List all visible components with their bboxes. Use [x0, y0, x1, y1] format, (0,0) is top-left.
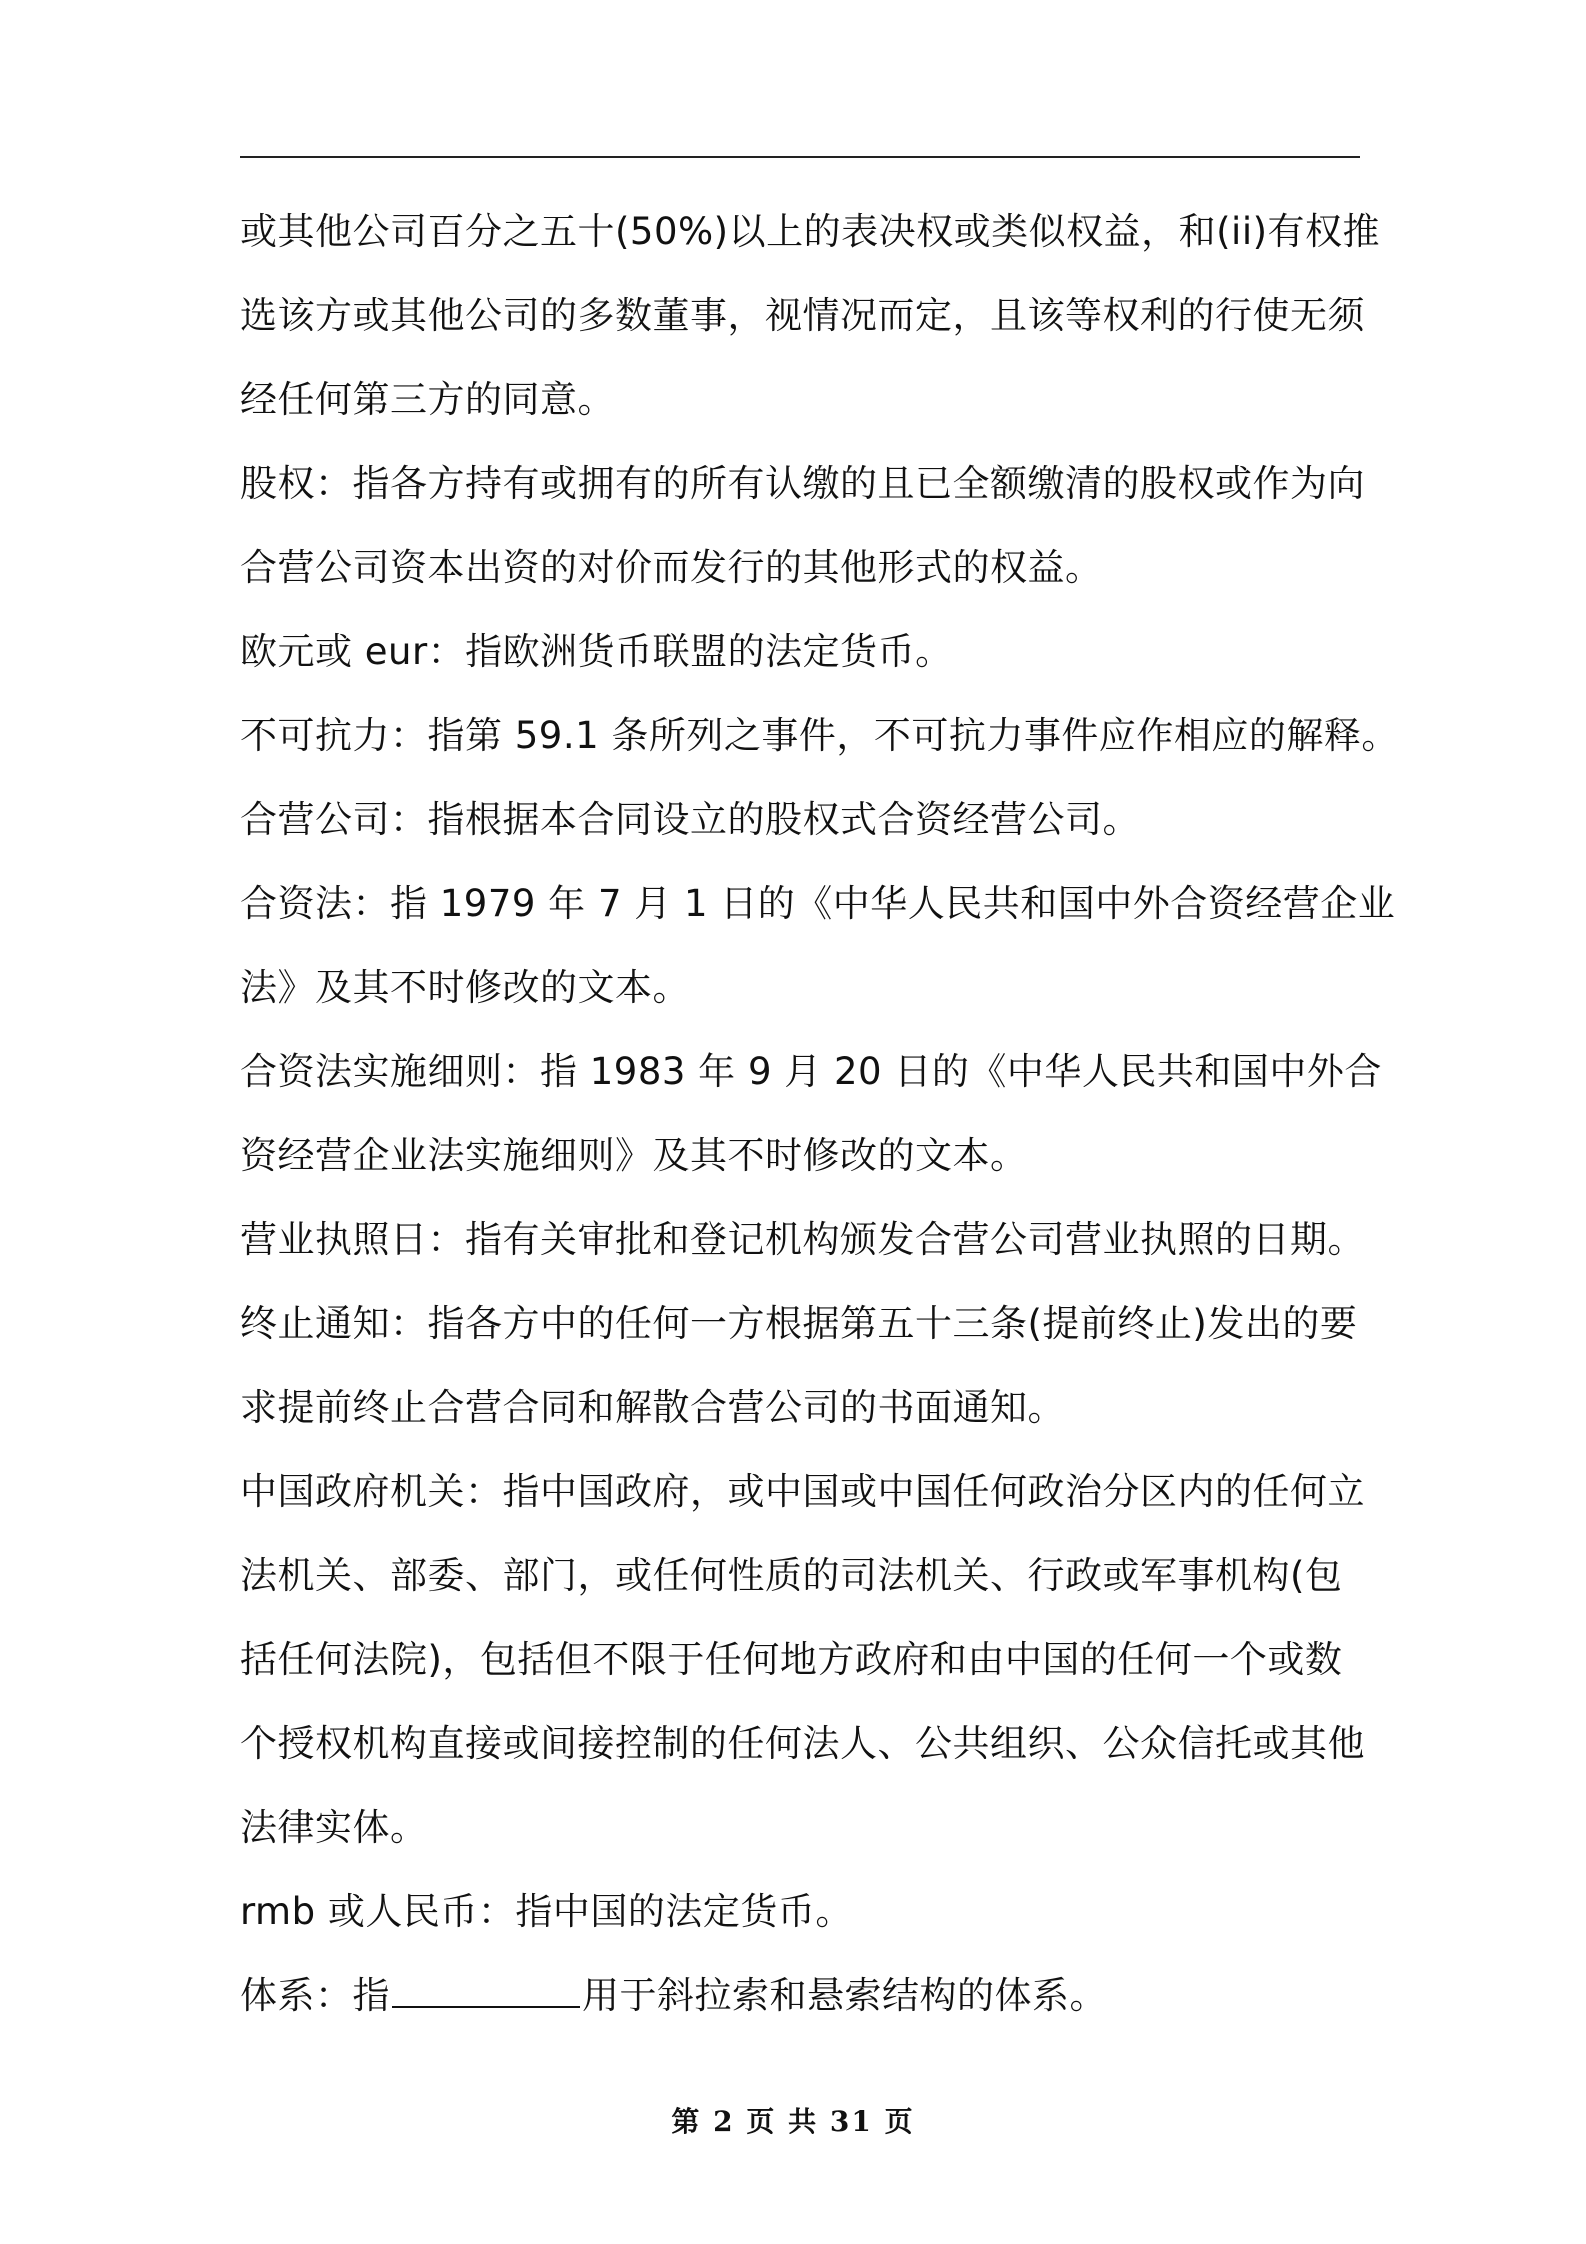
text-line: 不可抗力：指第 59.1 条所列之事件，不可抗力事件应作相应的解释。 [240, 714, 1399, 757]
text-line: 合营公司：指根据本合同设立的股权式合资经营公司。 [240, 798, 1140, 841]
text-line: 资经营企业法实施细则》及其不时修改的文本。 [240, 1134, 1028, 1177]
text-line: rmb 或人民币：指中国的法定货币。 [240, 1890, 853, 1933]
text-line: 法》及其不时修改的文本。 [240, 966, 690, 1009]
text-line: 股权：指各方持有或拥有的所有认缴的且已全额缴清的股权或作为向 [240, 462, 1365, 505]
text-line-system [240, 1954, 1370, 2038]
text-line: 终止通知：指各方中的任何一方根据第五十三条(提前终止)发出的要 [240, 1302, 1358, 1345]
text-line: 法机关、部委、部门，或任何性质的司法机关、行政或军事机构(包 [240, 1554, 1343, 1597]
text-line: 个授权机构直接或间接控制的任何法人、公共组织、公众信托或其他 [240, 1722, 1365, 1765]
text-line: 括任何法院)，包括但不限于任何地方政府和由中国的任何一个或数 [240, 1638, 1343, 1681]
text-line: 求提前终止合营合同和解散合营公司的书面通知。 [240, 1386, 1065, 1429]
page-number: 第 2 页 共 31 页 [671, 2105, 915, 2138]
system-label: 体系：指 [240, 1974, 390, 2017]
text-line: 合资法：指 1979 年 7 月 1 日的《中华人民共和国中外合资经营企业 [240, 882, 1396, 925]
text-line: 法律实体。 [240, 1806, 428, 1849]
document-body [240, 190, 1399, 2038]
text-line: 或其他公司百分之五十(50%)以上的表决权或类似权益，和(ii)有权推 [240, 210, 1381, 253]
text-line: 欧元或 eur：指欧洲货币联盟的法定货币。 [240, 630, 953, 673]
text-line: 中国政府机关：指中国政府，或中国或中国任何政治分区内的任何立 [240, 1470, 1365, 1513]
text-line: 选该方或其他公司的多数董事，视情况而定，且该等权利的行使无须 [240, 294, 1365, 337]
text-line: 经任何第三方的同意。 [240, 378, 615, 421]
fill-in-blank [392, 1976, 580, 2008]
text-line: 合资法实施细则：指 1983 年 9 月 20 日的《中华人民共和国中外合 [240, 1050, 1382, 1093]
system-description: 用于斜拉索和悬索结构的体系。 [582, 1974, 1107, 2017]
text-line: 营业执照日：指有关审批和登记机构颁发合营公司营业执照的日期。 [240, 1218, 1365, 1261]
header-rule [240, 156, 1360, 158]
text-line: 合营公司资本出资的对价而发行的其他形式的权益。 [240, 546, 1103, 589]
